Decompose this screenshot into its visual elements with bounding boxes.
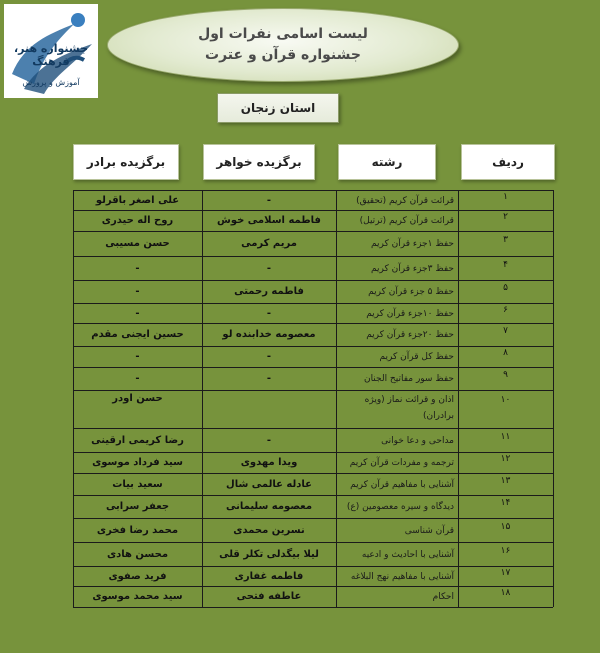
brother-winner: - — [135, 351, 140, 362]
table-row-divider — [73, 390, 553, 391]
table-row-divider — [73, 518, 553, 519]
sister-winner: - — [266, 262, 272, 274]
field-name: آشنایی با مفاهیم قرآن کریم — [350, 479, 454, 490]
row-number: ۶ — [503, 304, 508, 315]
sister-winner: معصومه خدابنده لو — [222, 329, 316, 340]
field-name-continued: برادران) — [423, 411, 454, 421]
sister-winner: عادله عالمی شال — [226, 478, 312, 490]
brother-winner: - — [135, 286, 140, 297]
row-number: ۱۷ — [500, 567, 511, 578]
row-number: ۱۲ — [500, 454, 511, 464]
field-name: قرائت قرآن کریم (ترتیل) — [359, 216, 454, 226]
table-row-divider — [73, 323, 553, 324]
sister-winner: - — [266, 373, 272, 384]
row-number: ۷ — [503, 326, 508, 336]
field-name: حفظ ۳جزء قرآن کریم — [371, 263, 454, 274]
brother-winner: حسین ایجنی مقدم — [91, 329, 184, 340]
festival-logo — [4, 4, 98, 98]
row-number: ۲ — [503, 212, 508, 222]
title-line-1: لیست اسامی نفرات اول — [198, 26, 368, 42]
table-row-divider — [73, 607, 553, 608]
row-number: ۹ — [503, 370, 508, 380]
row-number: ۱۶ — [500, 545, 511, 556]
table-row-divider — [73, 256, 553, 257]
brother-winner: فرید صفوی — [108, 570, 167, 582]
row-number: ۱۴ — [500, 498, 511, 508]
brother-winner: محسن هادی — [106, 548, 169, 560]
field-name: آشنایی با مفاهیم نهج البلاغه — [350, 571, 454, 582]
brother-winner: سید فرداد موسوی — [92, 457, 183, 468]
field-name: اذان و قرائت نماز (ویژه — [364, 395, 454, 405]
sister-winner: مریم کرمی — [241, 238, 297, 249]
table-column-divider — [553, 190, 554, 607]
brother-winner: روح اله حیدری — [101, 215, 174, 226]
field-name: حفظ ۱جزء قرآن کریم — [371, 239, 454, 249]
table-column-divider — [336, 190, 337, 607]
brother-winner: - — [135, 373, 140, 384]
sister-winner: - — [266, 307, 272, 319]
logo-subtext: آموزش و پرورش — [22, 78, 80, 87]
brother-winner: رضا کریمی ارقینی — [91, 434, 184, 446]
field-name: مداحی و دعا خوانی — [381, 435, 454, 446]
field-name: احکام — [432, 592, 454, 602]
row-number: ۱۸ — [500, 588, 511, 598]
row-number: ۸ — [503, 348, 508, 358]
field-name: حفظ ۲۰جزء قرآن کریم — [366, 330, 454, 340]
field-name: حفظ سور مفاتیح الجنان — [363, 374, 454, 384]
logo-text: جشنواره هنر، فرهنگ — [13, 42, 89, 68]
row-number: ۱۰ — [500, 395, 511, 405]
sister-winner: فاطمه رحمتی — [234, 286, 304, 297]
table-row-divider — [73, 280, 553, 281]
table-row-divider — [73, 367, 553, 368]
row-number: ۱ — [503, 191, 508, 202]
sister-winner: لیلا بیگدلی تکلر قلی — [219, 548, 319, 560]
header-field: رشته — [338, 144, 436, 180]
header-row-number: ردیف — [461, 144, 555, 180]
sister-winner: ویدا مهدوی — [240, 457, 298, 468]
row-number: ۵ — [503, 283, 508, 293]
table-row-divider — [73, 542, 553, 543]
brother-winner: حسن اودر — [112, 393, 163, 404]
field-name: آشنایی با احادیث و ادعیه — [361, 549, 454, 560]
sister-winner: - — [266, 194, 272, 206]
field-name: حفظ ۵ جزء قرآن کریم — [368, 287, 454, 297]
field-name: قرآن شناسی — [404, 525, 454, 536]
title-line-2: جشنواره قرآن و عترت — [205, 47, 361, 63]
row-number: ۳ — [503, 235, 508, 245]
header-brother: برگزیده برادر — [73, 144, 179, 180]
brother-winner: علی اصغر باقرلو — [95, 194, 180, 206]
table-row-divider — [73, 231, 553, 232]
field-name: دیدگاه و سیره معصومین (ع) — [346, 502, 454, 512]
brother-winner: سید محمد موسوی — [92, 591, 183, 602]
brother-winner: محمد رضا فخری — [96, 524, 179, 536]
field-name: حفظ ۱۰جزء قرآن کریم — [366, 308, 454, 319]
sister-winner: معصومه سلیمانی — [225, 501, 313, 512]
sister-winner: - — [266, 351, 272, 362]
sister-winner: نسرین محمدی — [233, 524, 305, 536]
brother-winner: حسن مسیبی — [105, 238, 170, 249]
row-number: ۱۱ — [500, 431, 511, 442]
sister-winner: فاطمه غفاری — [234, 570, 304, 582]
brother-winner: جعفر سرابی — [105, 501, 170, 512]
sister-winner: عاطفه فتحی — [236, 591, 302, 602]
brother-winner: - — [135, 262, 140, 274]
table-column-divider — [202, 190, 203, 607]
table-row-divider — [73, 428, 553, 429]
row-number: ۱۵ — [500, 521, 511, 532]
sister-winner: - — [266, 434, 272, 446]
row-number: ۴ — [503, 259, 508, 270]
header-sister: برگزیده خواهر — [203, 144, 315, 180]
province-label: استان زنجان — [217, 93, 339, 123]
brother-winner: - — [135, 307, 140, 319]
table-row-divider — [73, 495, 553, 496]
field-name: ترجمه و مفردات قرآن کریم — [349, 458, 454, 468]
field-name: حفظ کل قرآن کریم — [379, 352, 454, 362]
title-banner — [107, 8, 459, 82]
row-number: ۱۳ — [500, 475, 511, 486]
brother-winner: سعید بیات — [112, 478, 163, 490]
sister-winner: فاطمه اسلامی خوش — [217, 215, 321, 226]
field-name: قرائت قرآن کریم (تحقیق) — [356, 195, 454, 206]
